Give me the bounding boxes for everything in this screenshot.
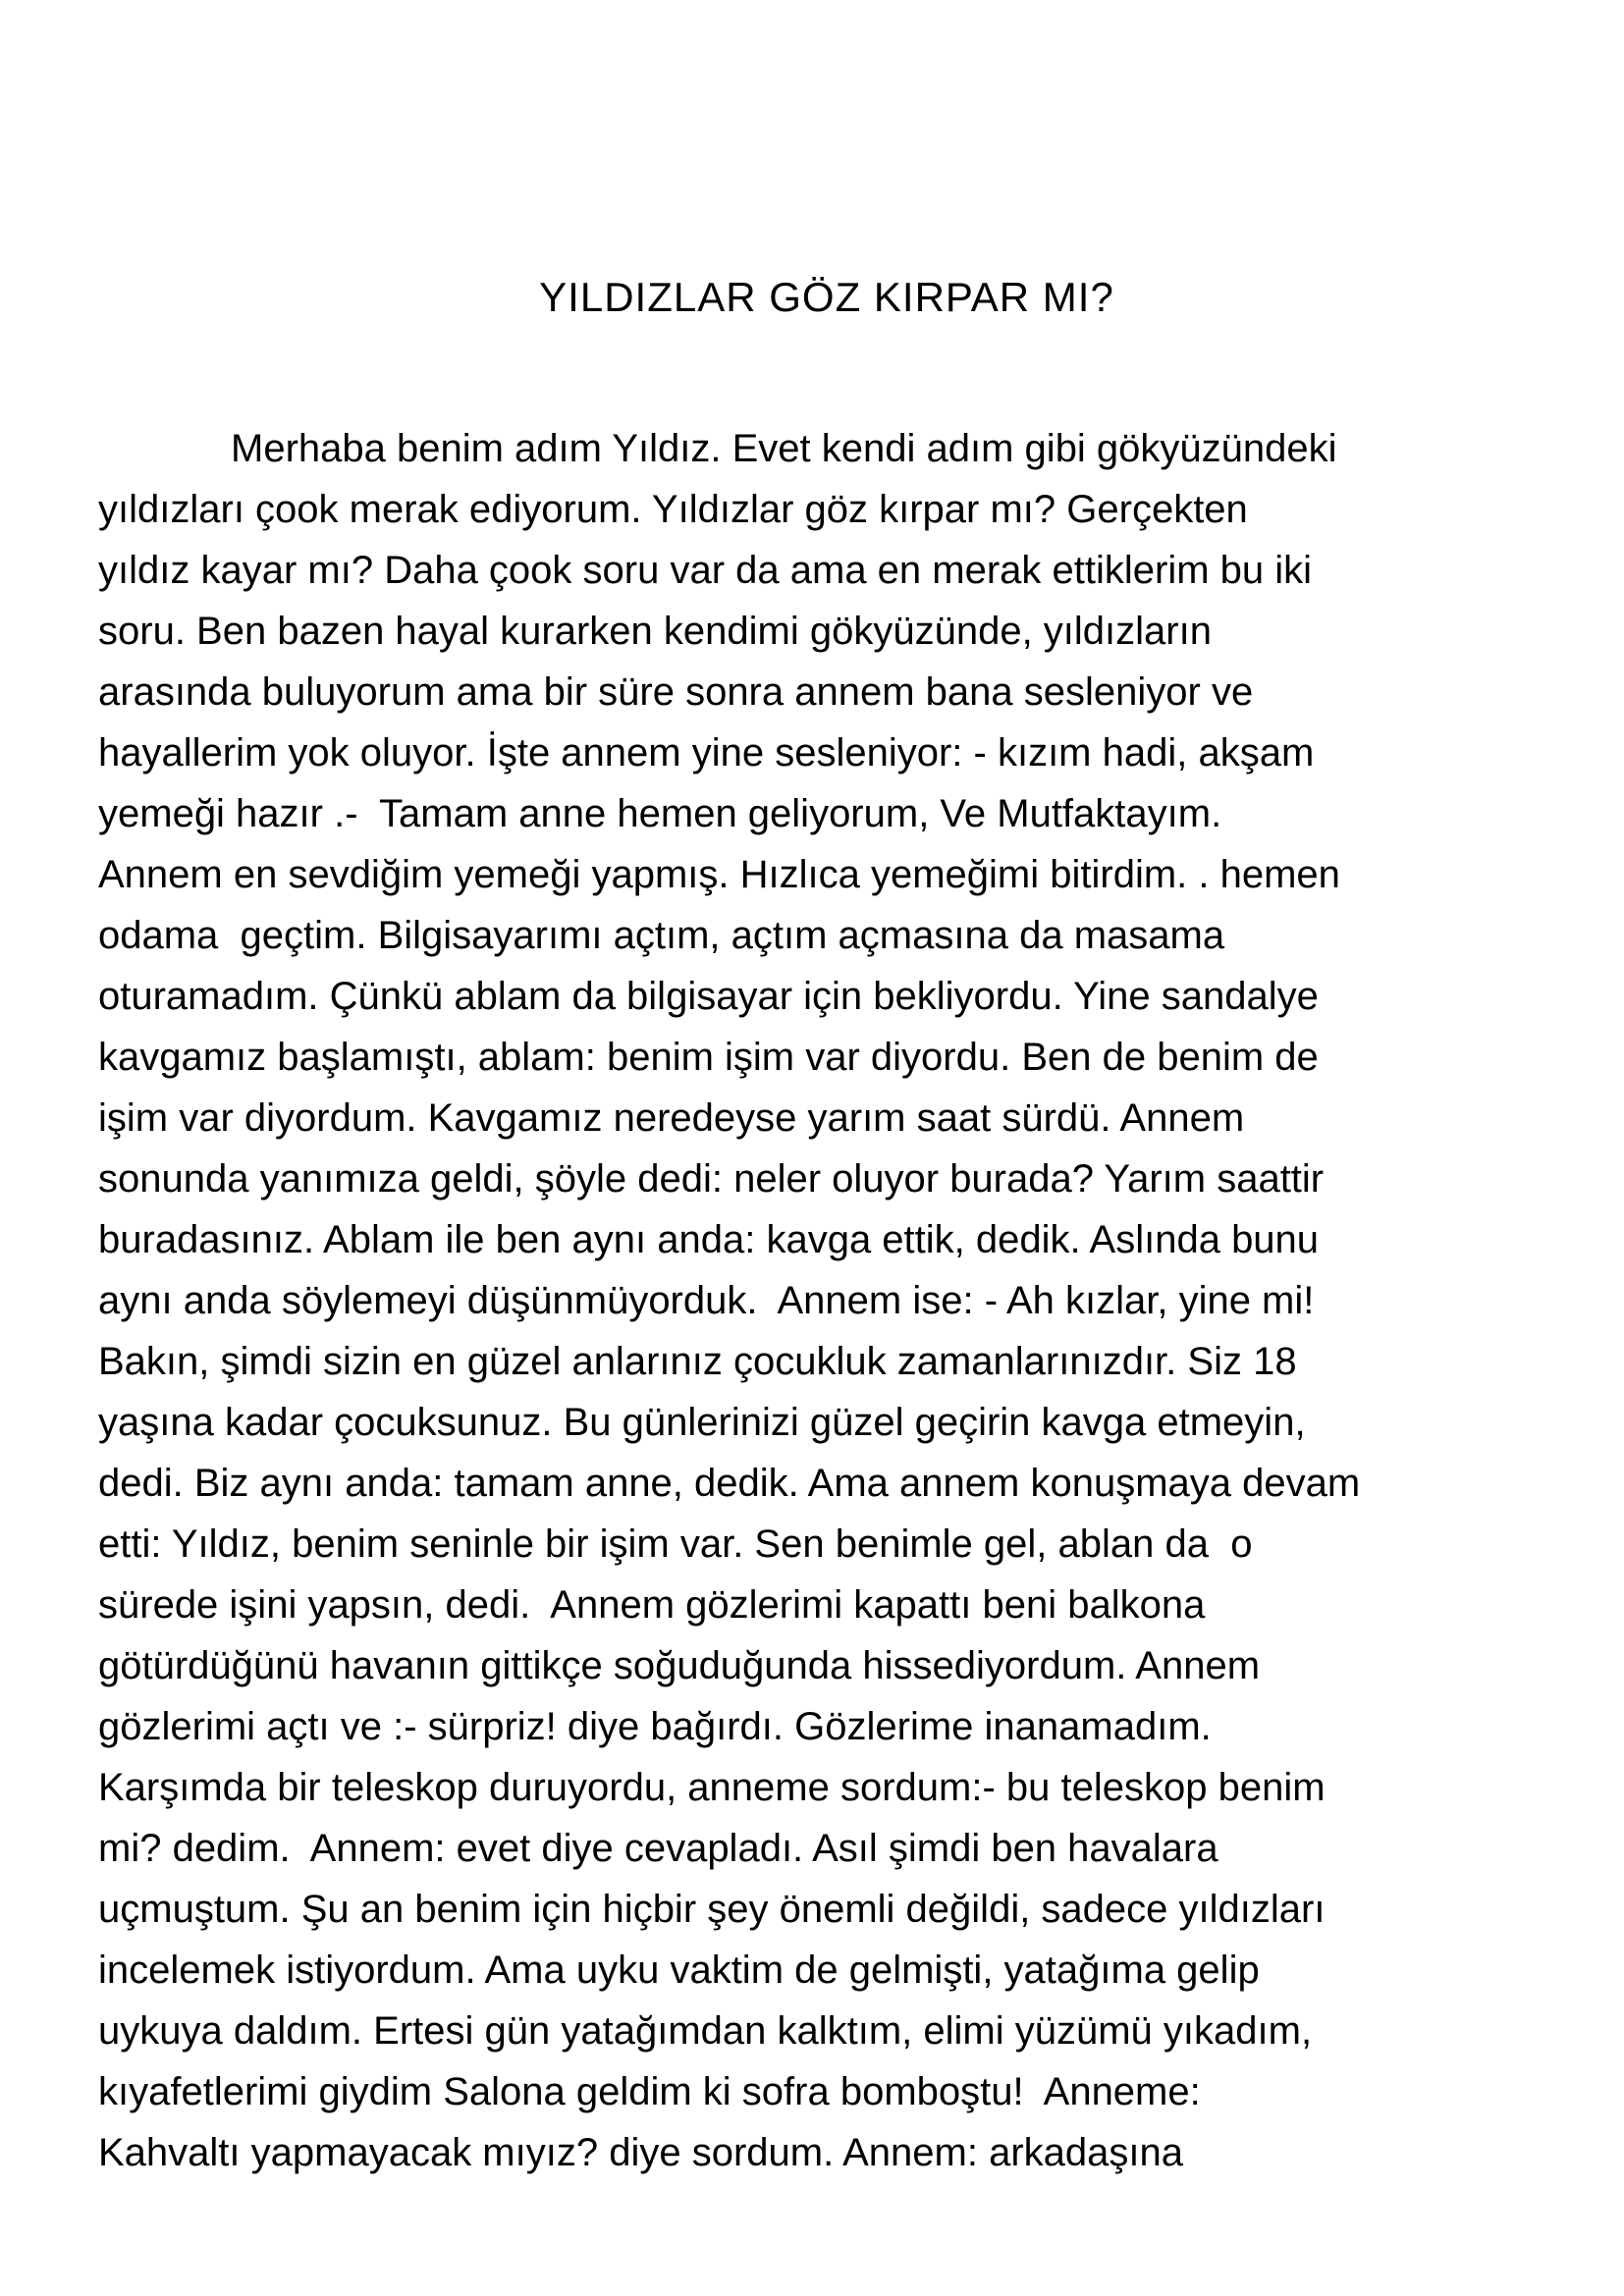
text-line: dedi. Biz aynı anda: tamam anne, dedik. Ama annem konuşmaya devam <box>98 1462 1361 1505</box>
text-line: Annem en sevdiğim yemeği yapmış. Hızlıca yemeğimi bitirdim. . hemen <box>98 853 1340 896</box>
document-title: YILDIZLAR GÖZ KIRPAR MI? <box>539 274 1114 320</box>
text-line: Bakın, şimdi sizin en güzel anlarınız çocukluk zamanlarınızdır. Siz 18 <box>98 1340 1297 1383</box>
text-line: etti: Yıldız, benim seninle bir işim var. Sen benimle gel, ablan da o <box>98 1522 1253 1566</box>
text-line: soru. Ben bazen hayal kurarken kendimi gökyüzünde, yıldızların <box>98 610 1212 653</box>
document-body <box>98 418 1555 2183</box>
text-line: buradasınız. Ablam ile ben aynı anda: kavga ettik, dedik. Aslında bunu <box>98 1218 1320 1261</box>
text-line: mi? dedim. Annem: evet diye cevapladı. Asıl şimdi ben havalara <box>98 1827 1218 1870</box>
text-line: Kahvaltı yapmayacak mıyız? diye sordum. Annem: arkadaşına <box>98 2131 1183 2174</box>
text-line: Karşımda bir teleskop duruyordu, anneme sordum:- bu teleskop benim <box>98 1766 1326 1809</box>
text-line: odama geçtim. Bilgisayarımı açtım, açtım açmasına da masama <box>98 914 1225 957</box>
text-line: kavgamız başlamıştı, ablam: benim işim var diyordu. Ben de benim de <box>98 1036 1319 1079</box>
text-line: götürdüğünü havanın gittikçe soğuduğunda hissediyordum. Annem <box>98 1644 1261 1687</box>
text-line: kıyafetlerimi giydim Salona geldim ki sofra bomboştu! Anneme: <box>98 2070 1201 2113</box>
text-line: sürede işini yapsın, dedi. Annem gözlerimi kapattı beni balkona <box>98 1583 1206 1627</box>
text-line: yıldızları çook merak ediyorum. Yıldızlar göz kırpar mı? Gerçekten <box>98 488 1248 531</box>
text-line: uçmuştum. Şu an benim için hiçbir şey önemli değildi, sadece yıldızları <box>98 1888 1326 1931</box>
text-line: gözlerimi açtı ve :- sürpriz! diye bağırdı. Gözlerime inanamadım. <box>98 1705 1212 1748</box>
text-line: arasında buluyorum ama bir süre sonra annem bana sesleniyor ve <box>98 670 1254 714</box>
text-line: yıldız kayar mı? Daha çook soru var da ama en merak ettiklerim bu iki <box>98 549 1313 592</box>
text-line: işim var diyordum. Kavgamız neredeyse yarım saat sürdü. Annem <box>98 1096 1245 1140</box>
text-line: hayallerim yok oluyor. İşte annem yine sesleniyor: - kızım hadi, akşam <box>98 731 1315 774</box>
text-line: aynı anda söylemeyi düşünmüyorduk. Annem ise: - Ah kızlar, yine mi! <box>98 1279 1315 1322</box>
text-line: yaşına kadar çocuksunuz. Bu günlerinizi güzel geçirin kavga etmeyin, <box>98 1401 1306 1444</box>
text-line: incelemek istiyordum. Ama uyku vaktim de gelmişti, yatağıma gelip <box>98 1949 1260 1992</box>
document-content <box>98 0 1555 2183</box>
text-line: oturamadım. Çünkü ablam da bilgisayar için bekliyordu. Yine sandalye <box>98 975 1319 1018</box>
text-line: yemeği hazır .- Tamam anne hemen geliyorum, Ve Mutfaktayım. <box>98 792 1222 835</box>
text-line: uykuya daldım. Ertesi gün yatağımdan kalktım, elimi yüzümü yıkadım, <box>98 2009 1313 2053</box>
text-line: Merhaba benim adım Yıldız. Evet kendi adım gibi gökyüzündeki <box>231 427 1337 470</box>
text-line: sonunda yanımıza geldi, şöyle dedi: neler oluyor burada? Yarım saattir <box>98 1157 1325 1201</box>
